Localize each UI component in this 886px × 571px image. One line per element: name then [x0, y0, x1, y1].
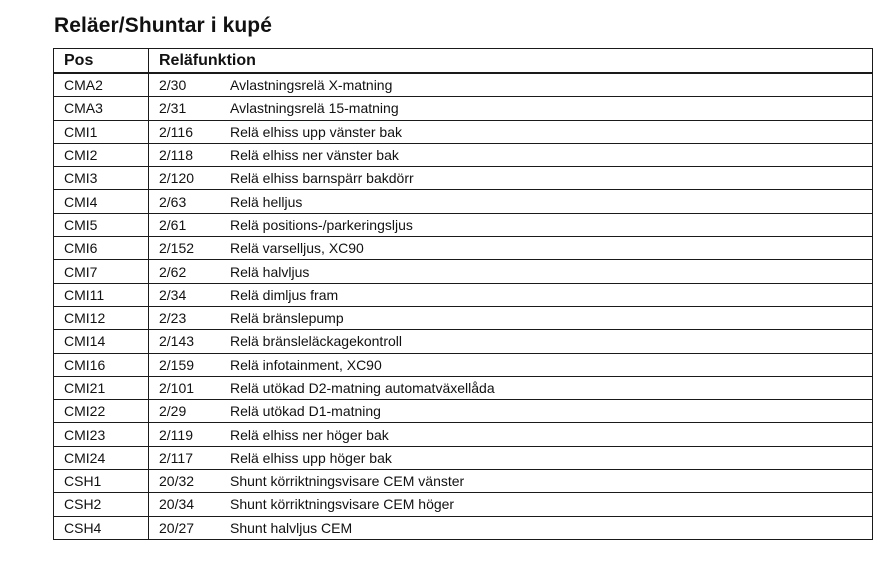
row-pos: CMI2	[54, 143, 149, 166]
row-pos: CMI24	[54, 446, 149, 469]
row-reference: 2/23	[159, 310, 187, 327]
row-reference: 2/62	[159, 263, 187, 280]
row-reference: 20/27	[159, 519, 195, 536]
row-function	[149, 120, 873, 143]
row-pos: CMI3	[54, 167, 149, 190]
row-description: Relä elhiss ner höger bak	[230, 426, 389, 443]
table-row	[54, 423, 873, 446]
row-reference: 2/117	[159, 449, 193, 466]
row-description: Relä positions-/parkeringsljus	[230, 216, 413, 233]
row-reference: 2/31	[159, 100, 187, 117]
row-pos: CMI5	[54, 213, 149, 236]
table-row	[54, 120, 873, 143]
table-row	[54, 260, 873, 283]
row-pos: CMA3	[54, 97, 149, 120]
row-description: Relä bränsleläckagekontroll	[230, 333, 402, 350]
row-description: Relä elhiss barnspärr bakdörr	[230, 170, 414, 187]
row-function	[149, 353, 873, 376]
table-row	[54, 376, 873, 399]
row-description: Relä halvljus	[230, 263, 310, 280]
row-reference: 20/32	[159, 473, 195, 490]
header-pos: Pos	[54, 49, 149, 74]
row-reference: 20/34	[159, 496, 195, 513]
table-row	[54, 353, 873, 376]
row-description: Relä varselljus, XC90	[230, 240, 364, 257]
table-row	[54, 213, 873, 236]
row-pos: CMI21	[54, 376, 149, 399]
row-reference: 2/116	[159, 123, 193, 140]
row-reference: 2/119	[159, 426, 193, 443]
row-function	[149, 470, 873, 493]
row-reference: 2/34	[159, 286, 187, 303]
row-pos: CMI6	[54, 237, 149, 260]
row-reference: 2/63	[159, 193, 187, 210]
row-pos: CMI7	[54, 260, 149, 283]
table-row	[54, 446, 873, 469]
table-row	[54, 190, 873, 213]
table-row	[54, 306, 873, 329]
row-description: Avlastningsrelä X-matning	[230, 77, 393, 94]
row-function	[149, 376, 873, 399]
table-row	[54, 516, 873, 539]
page-title: Reläer/Shuntar i kupé	[54, 14, 272, 37]
row-description: Relä elhiss upp vänster bak	[230, 123, 402, 140]
row-pos: CSH4	[54, 516, 149, 539]
row-pos: CMI1	[54, 120, 149, 143]
row-description: Relä bränslepump	[230, 310, 344, 327]
row-function	[149, 423, 873, 446]
row-function	[149, 283, 873, 306]
row-pos: CMI22	[54, 400, 149, 423]
row-pos: CSH1	[54, 470, 149, 493]
table-row	[54, 73, 873, 97]
table-row	[54, 400, 873, 423]
table-row	[54, 330, 873, 353]
row-function	[149, 143, 873, 166]
row-reference: 2/143	[159, 333, 195, 350]
row-pos: CMI23	[54, 423, 149, 446]
row-reference: 2/101	[159, 380, 195, 396]
row-function	[149, 73, 873, 97]
row-pos: CMI12	[54, 306, 149, 329]
row-description: Relä utökad D1-matning	[230, 403, 381, 420]
table-row	[54, 237, 873, 260]
row-function	[149, 493, 873, 516]
row-pos: CMI4	[54, 190, 149, 213]
row-function	[149, 306, 873, 329]
row-description: Relä helljus	[230, 193, 303, 210]
row-reference: 2/159	[159, 356, 195, 373]
row-description: Relä elhiss ner vänster bak	[230, 147, 399, 164]
table-body	[54, 73, 873, 539]
row-description: Relä utökad D2-matning automatväxellåda	[230, 380, 495, 396]
row-function	[149, 516, 873, 539]
row-function	[149, 190, 873, 213]
row-pos: CMA2	[54, 73, 149, 97]
header-row	[54, 49, 873, 74]
relay-table	[53, 48, 873, 540]
row-function	[149, 260, 873, 283]
row-pos: CMI14	[54, 330, 149, 353]
row-reference: 2/118	[159, 147, 193, 164]
row-function	[149, 330, 873, 353]
row-function	[149, 237, 873, 260]
row-description: Relä dimljus fram	[230, 286, 339, 303]
row-description: Shunt halvljus CEM	[230, 519, 353, 536]
row-reference: 2/29	[159, 403, 187, 420]
table-row	[54, 493, 873, 516]
table-row	[54, 97, 873, 120]
row-reference: 2/152	[159, 240, 195, 257]
row-reference: 2/120	[159, 170, 195, 187]
row-function	[149, 167, 873, 190]
row-pos: CMI16	[54, 353, 149, 376]
row-description: Avlastningsrelä 15-matning	[230, 100, 399, 117]
table-row	[54, 470, 873, 493]
table-header	[54, 49, 873, 74]
row-description: Relä infotainment, XC90	[230, 356, 382, 373]
table-row	[54, 283, 873, 306]
row-function	[149, 446, 873, 469]
row-pos: CSH2	[54, 493, 149, 516]
table-row	[54, 143, 873, 166]
row-function	[149, 97, 873, 120]
row-function	[149, 400, 873, 423]
row-description: Shunt körriktningsvisare CEM vänster	[230, 473, 465, 490]
table-row	[54, 167, 873, 190]
row-reference: 2/30	[159, 77, 187, 94]
header-function: Reläfunktion	[149, 49, 873, 74]
row-description: Relä elhiss upp höger bak	[230, 449, 392, 466]
row-pos: CMI11	[54, 283, 149, 306]
row-function	[149, 213, 873, 236]
row-reference: 2/61	[159, 216, 187, 233]
row-description: Shunt körriktningsvisare CEM höger	[230, 496, 455, 513]
